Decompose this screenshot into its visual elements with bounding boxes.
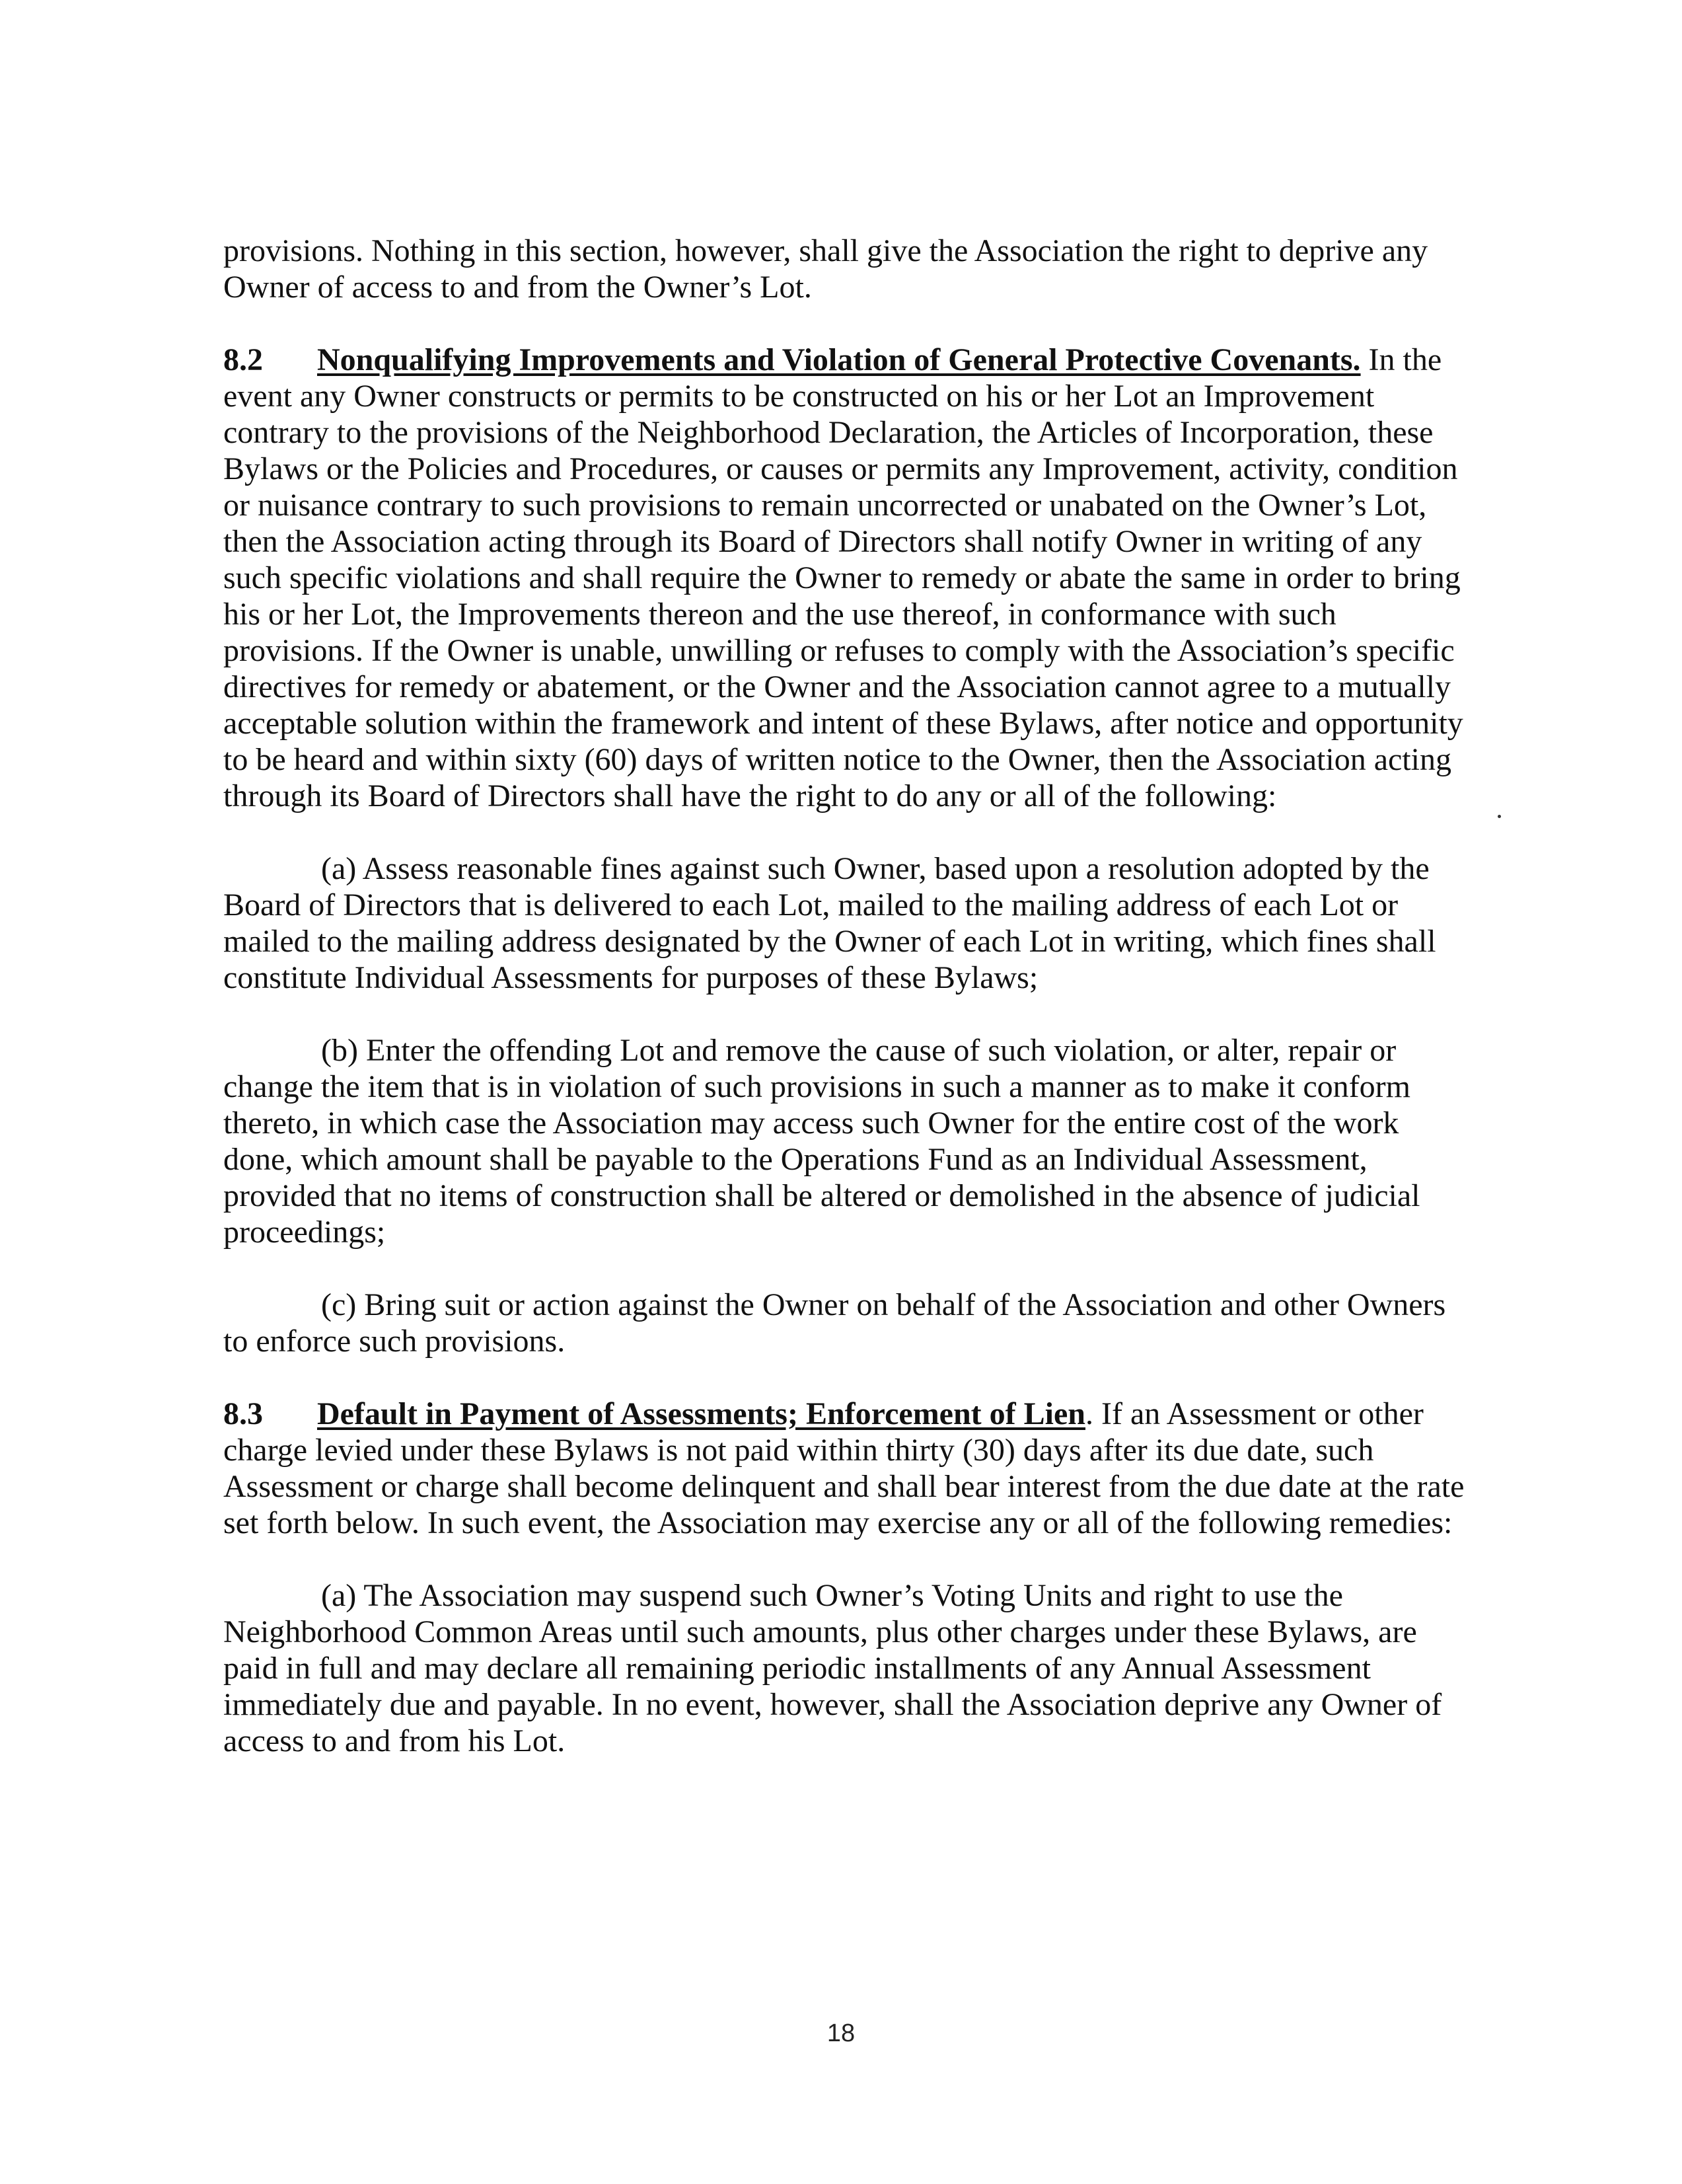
section-8-3-title: Default in Payment of Assessments; Enforcement of Lien: [317, 1396, 1085, 1431]
section-8-3-item-a: (a) The Association may suspend such Owner’s Voting Units and right to use the Neighborhood Common Areas until such amounts, plus other charges under these Bylaws, are paid in full and may declare all remaining periodic installments of any Annual Assessment immediately due and payable. In no event, however, shall the Association deprive any Owner of access to and from his Lot.: [223, 1578, 1442, 1758]
page-number: 18: [826, 2019, 856, 2047]
intro-paragraph: provisions. Nothing in this section, however, shall give the Association the right to deprive any Owner of access to and from the Owner’s Lot.: [223, 233, 1428, 305]
section-8-2-item-b: (b) Enter the offending Lot and remove the cause of such violation, or alter, repair or change the item that is in violation of such provisions in such a manner as to make it conform thereto, in which case the Association may access such Owner for the entire cost of the work done, which amount shall be payable to the Operations Fund as an Individual Assessment, provided that no items of construction shall be altered or demolished in the absence of judicial proceedings;: [223, 1033, 1420, 1250]
page-content: [223, 233, 1465, 1795]
section-8-3-body: . If an Assessment or other charge levied under these Bylaws is not paid within thirty (30) days after its due date, such Assessment or charge shall become delinquent and shall bear interest from the due date at the rate set forth below. In such event, the Association may exercise any or all of the following remedies:: [223, 1396, 1465, 1540]
section-8-3-paragraph: [223, 1396, 1465, 1541]
section-8-2-item-c: (c) Bring suit or action against the Owner on behalf of the Association and other Owners to enforce such provisions.: [223, 1287, 1446, 1359]
section-8-2-title: Nonqualifying Improvements and Violation of General Protective Covenants.: [317, 342, 1361, 377]
section-8-2-item-a: (a) Assess reasonable fines against such Owner, based upon a resolution adopted by the Board of Directors that is delivered to each Lot, mailed to the mailing address of each Lot or mailed to the mailing address designated by the Owner of each Lot in writing, which fines shall constitute Individual Assessments for purposes of these Bylaws;: [223, 851, 1436, 995]
section-8-2-number: 8.2: [223, 342, 263, 377]
scan-speck: [1498, 815, 1501, 818]
section-8-3-number: 8.3: [223, 1396, 263, 1431]
section-8-2-body: In the event any Owner constructs or permits to be constructed on his or her Lot an Improvement contrary to the provisions of the Neighborhood Declaration, the Articles of Incorporation, these Bylaws or the Policies and Procedures, or causes or permits any Improvement, activity, condition or nuisance contrary to such provisions to remain uncorrected or unabated on the Owner’s Lot, then the Association acting through its Board of Directors shall notify Owner in writing of any such specific violations and shall require the Owner to remedy or abate the same in order to bring his or her Lot, the Improvements thereon and the use thereof, in conformance with such provisions. If the Owner is unable, unwilling or refuses to comply with the Association’s specific directives for remedy or abatement, or the Owner and the Association cannot agree to a mutually acceptable solution within the framework and intent of these Bylaws, after notice and opportunity to be heard and within sixty (60) days of written notice to the Owner, then the Association acting through its Board of Directors shall have the right to do any or all of the following:: [223, 342, 1463, 813]
section-8-2-paragraph: [223, 342, 1465, 814]
